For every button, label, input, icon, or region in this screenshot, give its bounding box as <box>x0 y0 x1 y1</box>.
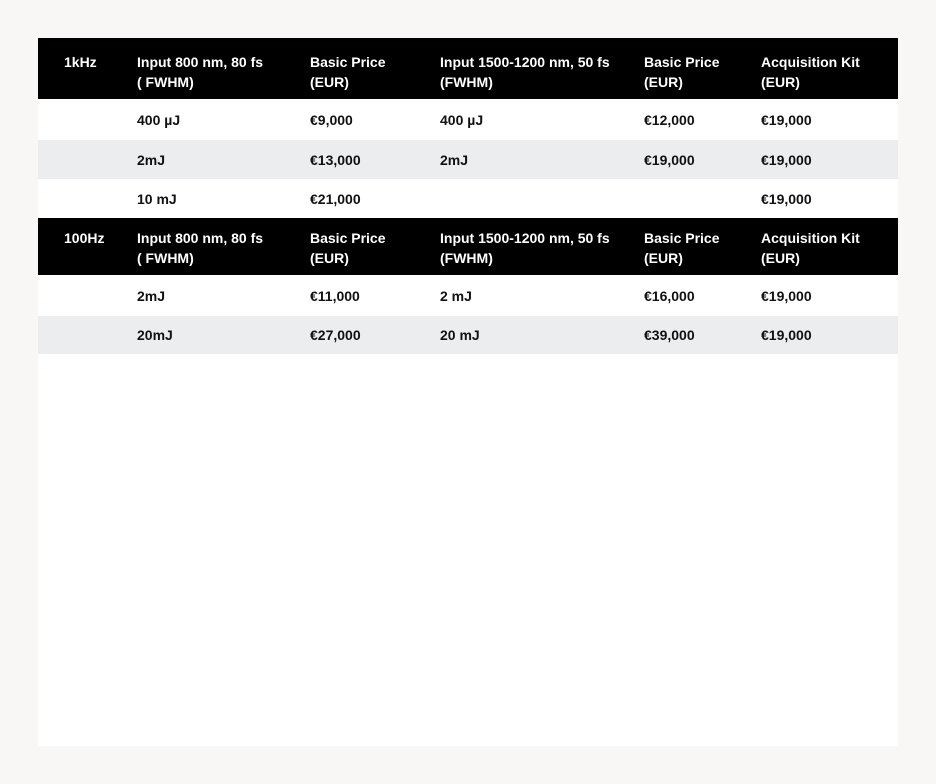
column-header: Basic Price (EUR) <box>310 230 386 266</box>
table-cell: 2mJ <box>137 287 166 304</box>
table-cell: 2mJ <box>137 151 166 168</box>
table-cell: €19,000 <box>761 190 812 207</box>
column-header: Input 1500-1200 nm, 50 fs (FWHM) <box>440 54 610 90</box>
column-header: Acquisition Kit (EUR) <box>761 230 860 266</box>
table-cell: 400 µJ <box>440 111 484 128</box>
table-cell: 2mJ <box>440 151 469 168</box>
table-header-100hz <box>38 218 898 275</box>
table-cell: 20mJ <box>137 327 173 343</box>
table-cell: €19,000 <box>761 111 812 128</box>
table-cell: 20 mJ <box>440 327 480 343</box>
table-cell: 400 µJ <box>137 111 181 128</box>
column-header: Acquisition Kit (EUR) <box>761 54 860 90</box>
table-cell: €12,000 <box>644 111 695 128</box>
table-cell: 10 mJ <box>137 190 177 207</box>
table-cell: €19,000 <box>761 287 812 304</box>
column-header: Input 800 nm, 80 fs ( FWHM) <box>137 54 264 90</box>
table-row <box>38 275 898 316</box>
table-cell: €39,000 <box>644 327 695 343</box>
table-row <box>38 316 898 354</box>
column-header: Input 800 nm, 80 fs ( FWHM) <box>137 230 264 266</box>
table-header-1khz <box>38 38 898 99</box>
table-row <box>38 179 898 218</box>
table-cell: €13,000 <box>310 151 361 168</box>
table-cell: €16,000 <box>644 287 695 304</box>
table-row <box>38 140 898 179</box>
column-header: Input 1500-1200 nm, 50 fs (FWHM) <box>440 230 610 266</box>
pricing-table <box>38 38 898 746</box>
table-cell: €27,000 <box>310 327 361 343</box>
rate-label: 100Hz <box>64 230 105 246</box>
column-header: Basic Price (EUR) <box>644 54 720 90</box>
rate-label: 1kHz <box>64 54 97 70</box>
table-cell: €9,000 <box>310 111 353 128</box>
table-cell: €21,000 <box>310 190 361 207</box>
table-cell: 2 mJ <box>440 287 472 304</box>
table-cell: €11,000 <box>310 287 360 304</box>
table-cell: €19,000 <box>644 151 695 168</box>
table-cell: €19,000 <box>761 327 812 343</box>
table-cell: €19,000 <box>761 151 812 168</box>
column-header: Basic Price (EUR) <box>644 230 720 266</box>
table-row <box>38 99 898 140</box>
column-header: Basic Price (EUR) <box>310 54 386 90</box>
